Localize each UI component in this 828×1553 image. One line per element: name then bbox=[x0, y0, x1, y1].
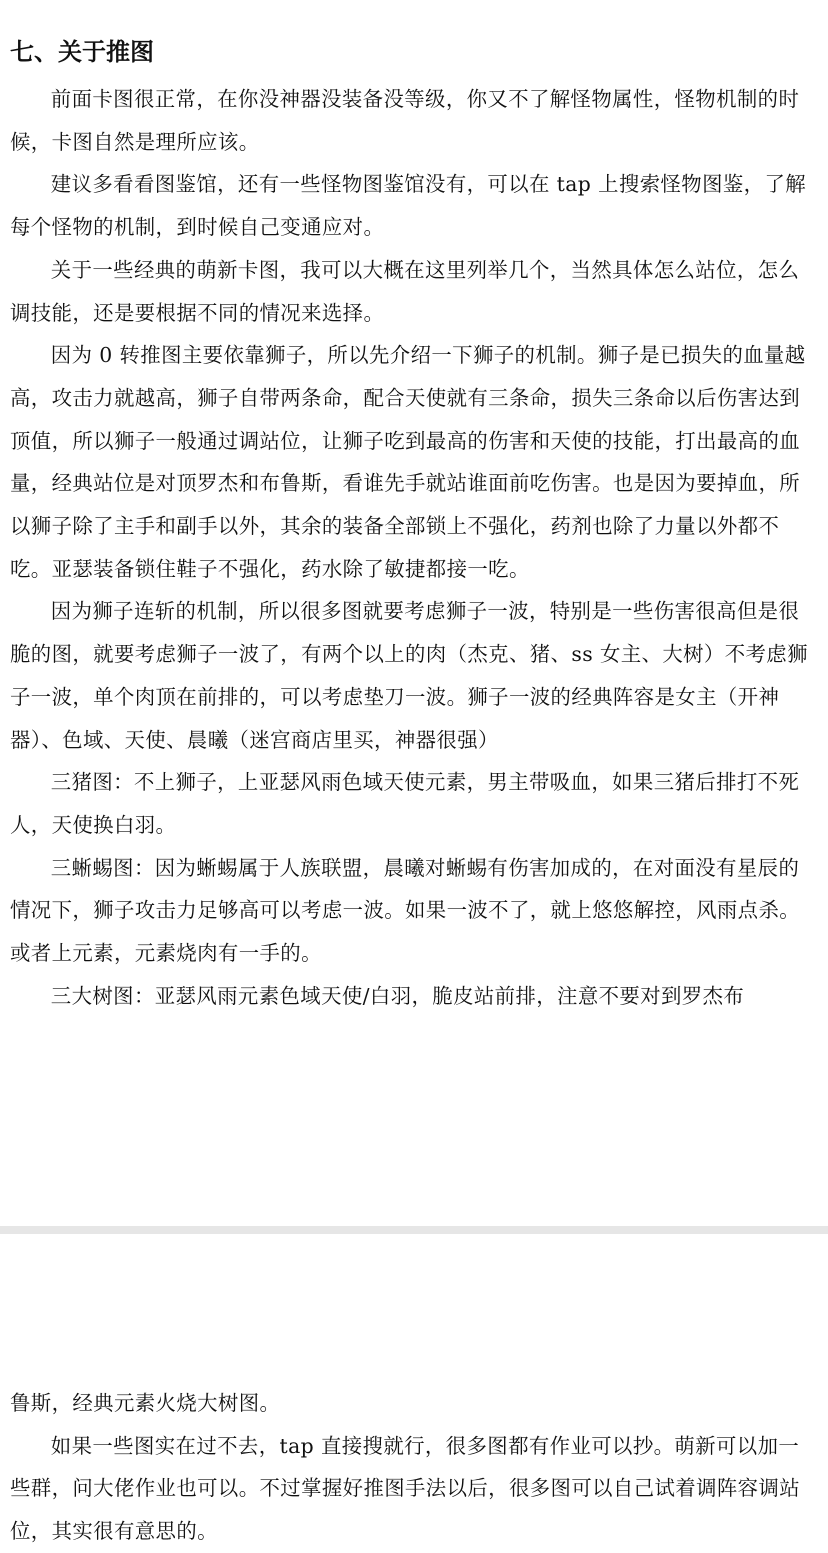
paragraph-classic-levels-intro: 关于一些经典的萌新卡图，我可以大概在这里列举几个，当然具体怎么站位，怎么调技能，还是要根据不同的情况来选择。 bbox=[10, 257, 800, 325]
paragraph-three-trees: 三大树图：亚瑟风雨元素色域天使/白羽，脆皮站前排，注意不要对到罗杰布 bbox=[50, 983, 745, 1008]
article-body-bottom bbox=[10, 1382, 818, 1553]
paragraph-lion-combo: 因为狮子连斩的机制，所以很多图就要考虑狮子一波，特别是一些伤害很高但是很脆的图，就要考虑狮子一波了，有两个以上的肉（杰克、猪、ss 女主、大树）不考虑狮子一波，单个肉顶在前排的，可以考虑垫刀一波。狮子一波的经典阵容是女主（开神器）、色域、天使、晨曦（迷宫商店里买，神器很强） bbox=[10, 599, 808, 752]
article-body-top bbox=[10, 78, 818, 1017]
paragraph-lion-mechanics: 因为 0 转推图主要依靠狮子，所以先介绍一下狮子的机制。狮子是已损失的血量越高，攻击力就越高，狮子自带两条命，配合天使就有三条命，损失三条命以后伤害达到顶值，所以狮子一般通过调站位，让狮子吃到最高的伤害和天使的技能，打出最高的血量，经典站位是对顶罗杰和布鲁斯，看谁先手就站谁面前吃伤害。也是因为要掉血，所以狮子除了主手和副手以外，其余的装备全部锁上不强化，药剂也除了力量以外都不吃。亚瑟装备锁住鞋子不强化，药水除了敏捷都接一吃。 bbox=[10, 343, 806, 581]
page-divider bbox=[0, 1226, 828, 1234]
paragraph-stuck-levels: 前面卡图很正常，在你没神器没装备没等级，你又不了解怪物属性，怪物机制的时候，卡图自然是理所应该。 bbox=[10, 87, 800, 154]
paragraph-three-pigs: 三猪图：不上狮子，上亚瑟风雨色域天使元素，男主带吸血，如果三猪后排打不死人，天使换白羽。 bbox=[10, 770, 800, 837]
paragraph-three-lizards: 三蜥蜴图：因为蜥蜴属于人族联盟，晨曦对蜥蜴有伤害加成的，在对面没有星辰的情况下，狮子攻击力足够高可以考虑一波。如果一波不了，就上悠悠解控，风雨点杀。或者上元素，元素烧肉有一手的。 bbox=[10, 855, 801, 966]
section-heading: 七、关于推图 bbox=[10, 38, 154, 66]
document-page-bottom bbox=[0, 1234, 828, 1552]
paragraph-monster-guide: 建议多看看图鉴馆，还有一些怪物图鉴馆没有，可以在 tap 上搜索怪物图鉴，了解每个怪物的机制，到时候自己变通应对。 bbox=[10, 172, 807, 240]
paragraph-search-tap: 如果一些图实在过不去，tap 直接搜就行，很多图都有作业可以抄。萌新可以加一些群，问大佬作业也可以。不过掌握好推图手法以后，很多图可以自己试着调阵容调站位，其实很有意思的。 bbox=[10, 1433, 801, 1544]
paragraph-three-trees-continued: 鲁斯，经典元素火烧大树图。 bbox=[10, 1391, 281, 1415]
